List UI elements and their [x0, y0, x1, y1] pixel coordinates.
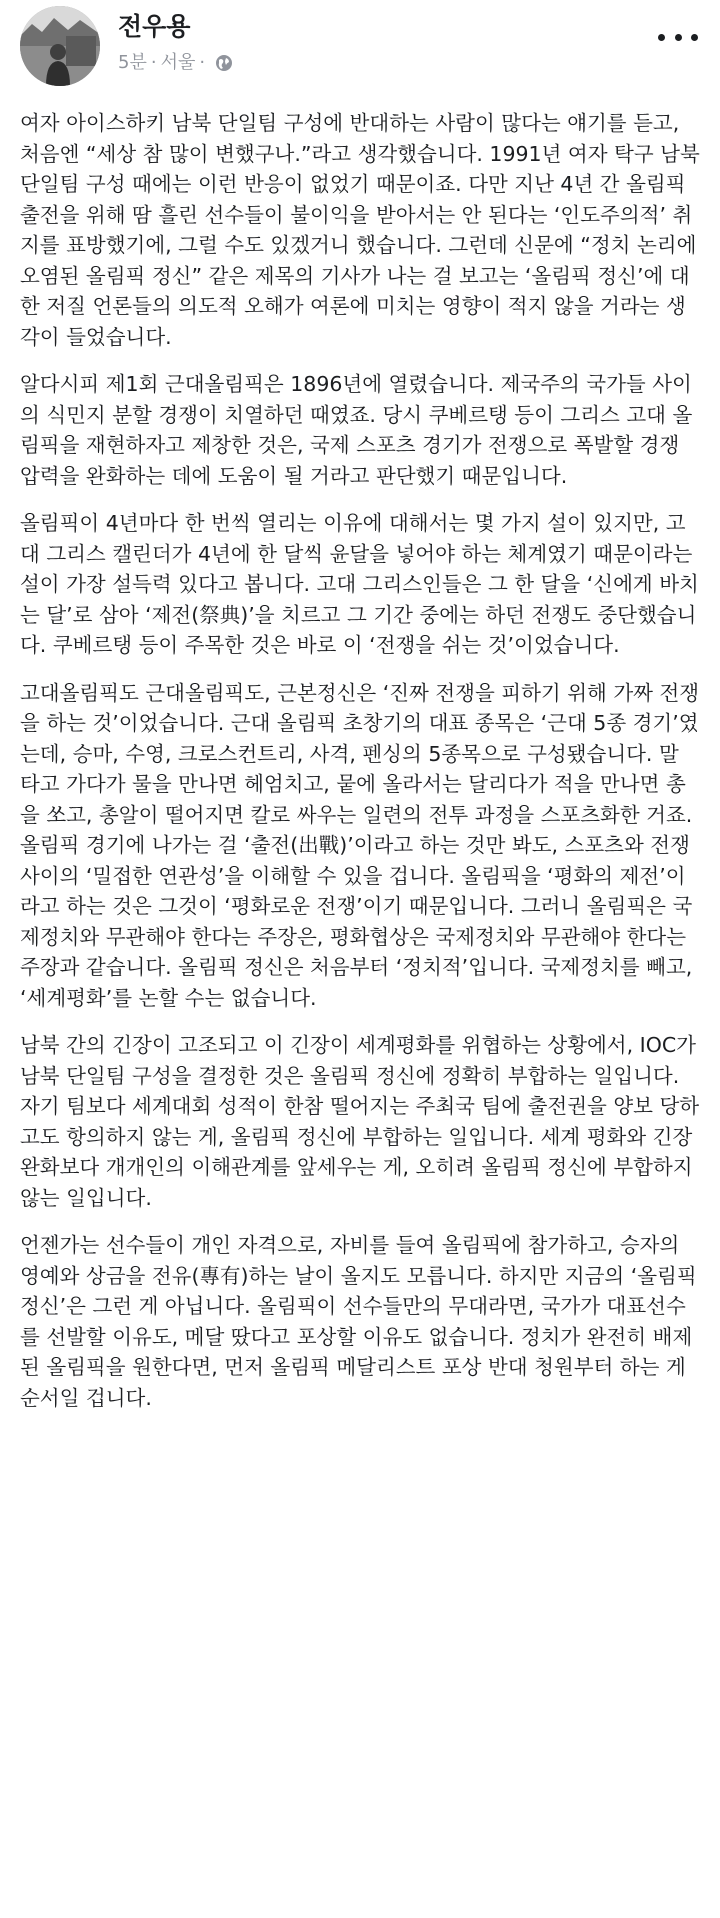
- post-meta: [118, 50, 233, 76]
- post-paragraph: 올림픽이 4년마다 한 번씩 열리는 이유에 대해서는 몇 가지 설이 있지만, 고대 그리스 캘린더가 4년에 한 달씩 윤달을 넣어야 하는 체계였기 때문이라는 설이 가장 설득력 있다고 봅니다. 고대 그리스인들은 그 한 달을 ‘신에게 바치는 달’로 삼아 ‘제전(祭典)’을 치르고 그 기간 중에는 하던 전쟁도 중단했습니다. 쿠베르탱 등이 주목한 것은 바로 이 ‘전쟁을 쉬는 것’이었습니다.: [20, 511, 699, 657]
- more-options-button[interactable]: [658, 22, 698, 52]
- meta-separator: ·: [150, 52, 157, 73]
- post-body: [20, 108, 700, 1430]
- post-paragraph: 고대올림픽도 근대올림픽도, 근본정신은 ‘진짜 전쟁을 피하기 위해 가짜 전쟁을 하는 것’이었습니다. 근대 올림픽 초창기의 대표 종목은 ‘근대 5종 경기’였는데, 승마, 수영, 크로스컨트리, 사격, 펜싱의 5종목으로 구성됐습니다. 말 타고 가다가 물을 만나면 헤엄치고, 뭍에 올라서는 달리다가 적을 만나면 총을 쏘고, 총알이 떨어지면 칼로 싸우는 일련의 전투 과정을 스포츠화한 거죠. 올림픽 경기에 나가는 걸 ‘출전(出戰)’이라고 하는 것만 봐도, 스포츠와 전쟁 사이의 ‘밀접한 연관성’을 이해할 수 있을 겁니다. 올림픽을 ‘평화의 제전’이라고 하는 것은 그것이 ‘평화로운 전쟁’이기 때문입니다. 그러니 올림픽은 국제정치와 무관해야 한다는 주장은, 평화협상은 국제정치와 무관해야 한다는 주장과 같습니다. 올림픽 정신은 처음부터 ‘정치적’입니다. 국제정치를 빼고, ‘세계평화’를 논할 수는 없습니다.: [20, 680, 700, 1010]
- more-options-dot: [675, 34, 682, 41]
- meta-separator: ·: [199, 52, 206, 73]
- post-paragraph: 여자 아이스하키 남북 단일팀 구성에 반대하는 사람이 많다는 얘기를 듣고, 처음엔 “세상 참 많이 변했구나.”라고 생각했습니다. 1991년 여자 탁구 남북 단일팀 구성 때에는 이런 반응이 없었기 때문이죠. 다만 지난 4년 간 올림픽 출전을 위해 땀 흘린 선수들이 불이익을 받아서는 안 된다는 ‘인도주의적’ 취지를 표방했기에, 그럴 수도 있겠거니 했습니다. 그런데 신문에 “정치 논리에 오염된 올림픽 정신” 같은 제목의 기사가 나는 걸 보고는 ‘올림픽 정신’에 대한 저질 언론들의 의도적 오해가 여론에 미치는 영향이 적지 않을 거라는 생각이 들었습니다.: [20, 111, 700, 349]
- globe-icon[interactable]: [215, 54, 233, 72]
- post-time[interactable]: 5분: [118, 52, 147, 73]
- author-name[interactable]: 전우용: [118, 12, 191, 41]
- post-paragraph: 알다시피 제1회 근대올림픽은 1896년에 열렸습니다. 제국주의 국가들 사이의 식민지 분할 경쟁이 치열하던 때였죠. 당시 쿠베르탱 등이 그리스 고대 올림픽을 재현하자고 제창한 것은, 국제 스포츠 경기가 전쟁으로 폭발할 경쟁 압력을 완화하는 데에 도움이 될 거라고 판단했기 때문입니다.: [20, 372, 693, 488]
- post-header: [0, 0, 720, 100]
- author-avatar[interactable]: [20, 6, 100, 86]
- post-paragraph: 언젠가는 선수들이 개인 자격으로, 자비를 들여 올림픽에 참가하고, 승자의 영예와 상금을 전유(專有)하는 날이 올지도 모릅니다. 하지만 지금의 ‘올림픽 정신’은 그런 게 아닙니다. 올림픽이 선수들만의 무대라면, 국가가 대표선수를 선발할 이유도, 메달 땄다고 포상할 이유도 없습니다. 정치가 완전히 배제된 올림픽을 원한다면, 먼저 올림픽 메달리스트 포상 반대 청원부터 하는 게 순서일 겁니다.: [20, 1233, 697, 1410]
- more-options-dot: [658, 34, 665, 41]
- more-options-dot: [691, 34, 698, 41]
- avatar-photo: [20, 6, 100, 86]
- post-location[interactable]: 서울: [160, 52, 196, 73]
- post-paragraph: 남북 간의 긴장이 고조되고 이 긴장이 세계평화를 위협하는 상황에서, IOC가 남북 단일팀 구성을 결정한 것은 올림픽 정신에 정확히 부합하는 일입니다. 자기 팀보다 세계대회 성적이 한참 떨어지는 주최국 팀에 출전권을 양보 당하고도 항의하지 않는 게, 올림픽 정신에 부합하는 일입니다. 세계 평화와 긴장 완화보다 개개인의 이해관계를 앞세우는 게, 오히려 올림픽 정신에 부합하지 않는 일입니다.: [20, 1033, 700, 1210]
